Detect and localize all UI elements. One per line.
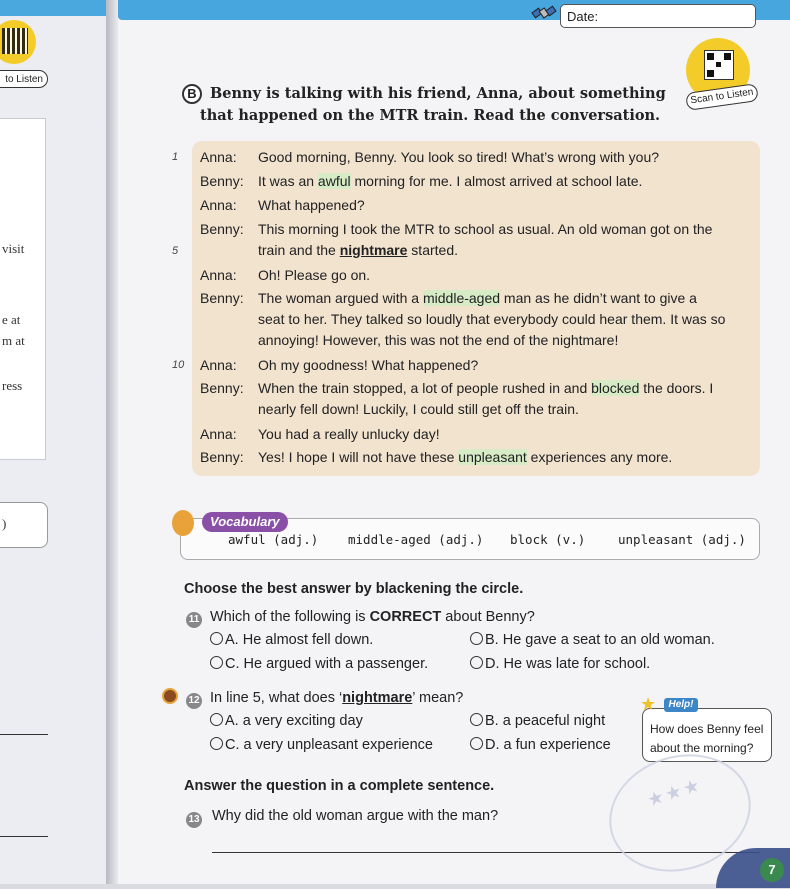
sentence-heading: Answer the question in a complete sentence. — [184, 778, 495, 794]
q12-option-a[interactable]: A. a very exciting day — [210, 713, 363, 729]
underlined-word: nightmare — [339, 242, 408, 258]
qr-code-icon — [2, 28, 28, 54]
vocab-word: block (v.) — [510, 532, 586, 547]
vocab-highlight: blocked — [591, 380, 640, 396]
answer-circle[interactable] — [210, 632, 223, 645]
section-letter: B — [182, 84, 202, 104]
dialogue-line — [258, 357, 478, 373]
question-13-text: Why did the old woman argue with the man? — [212, 808, 499, 824]
help-text: How does Benny feel about the morning? — [650, 722, 764, 755]
line-number: 10 — [172, 359, 185, 371]
dialogue-line — [258, 149, 659, 165]
dialogue-text: annoying! However, this was not the end of the nightmare! — [258, 332, 619, 348]
speaker-label: Benny: — [200, 221, 244, 237]
vocab-word: awful (adj.) — [228, 532, 319, 547]
dialogue-text: nearly fell down! Luckily, I could still get off the train. — [258, 401, 579, 417]
answer-circle[interactable] — [210, 656, 223, 669]
dialogue-text: What happened? — [258, 197, 365, 213]
q12-option-c[interactable]: C. a very unpleasant experience — [210, 737, 433, 753]
bug-icon — [172, 510, 194, 536]
dialogue-line — [258, 290, 697, 306]
q11-option-b[interactable]: B. He gave a seat to an old woman. — [470, 632, 715, 648]
answer-circle[interactable] — [470, 737, 483, 750]
qr-code-icon — [704, 50, 734, 80]
dialogue-line — [258, 332, 618, 348]
watermark-stamp: ★ ★ ★ — [594, 737, 766, 889]
dialogue-line — [258, 311, 725, 327]
dialogue-text: the doors. I — [639, 380, 714, 396]
vocabulary-title: Vocabulary — [202, 512, 288, 532]
left-card — [0, 118, 46, 460]
speaker-label: Anna: — [200, 149, 237, 165]
line-number: 5 — [172, 245, 179, 257]
answer-circle[interactable] — [470, 713, 483, 726]
question-number: 12 — [186, 693, 202, 709]
left-bracket-box — [0, 502, 48, 548]
star-icon: ★ — [640, 694, 657, 714]
left-fragment: ress — [2, 378, 23, 393]
q11-option-c[interactable]: C. He argued with a passenger. — [210, 656, 428, 672]
dialogue-text: The woman argued with a — [258, 290, 423, 306]
left-scan-label: to Listen — [0, 70, 48, 88]
dialogue-text: It was an — [258, 173, 318, 189]
dialogue-text: This morning I took the MTR to school as usual. An old woman got on the — [258, 221, 713, 237]
question-11-text: Which of the following is CORRECT about Benny? — [210, 609, 535, 625]
instruction-line: that happened on the MTR train. Read the conversation. — [200, 107, 661, 124]
left-top-band — [0, 0, 112, 16]
left-qr-badge — [0, 20, 36, 64]
speaker-label: Anna: — [200, 357, 237, 373]
dialogue-text: seat to her. They talked so loudly that everybody could hear them. It was so — [258, 311, 726, 327]
dialogue-line — [258, 380, 713, 396]
q12-option-b[interactable]: B. a peaceful night — [470, 713, 605, 729]
speaker-label: Anna: — [200, 426, 237, 442]
conversation-panel — [172, 141, 760, 476]
vocab-highlight: unpleasant — [458, 449, 527, 465]
q12-option-d[interactable]: D. a fun experience — [470, 737, 611, 753]
dialogue-line — [258, 449, 672, 465]
dialogue-line — [258, 267, 370, 283]
dialogue-line — [258, 401, 579, 417]
left-fragment: ) — [2, 516, 7, 531]
vocab-highlight: middle-aged — [422, 290, 501, 306]
dialogue-text: experiences any more. — [526, 449, 673, 465]
date-field[interactable] — [560, 4, 756, 28]
section-instruction — [200, 83, 680, 127]
dialogue-text: Good morning, Benny. You look so tired! What’s wrong with you? — [258, 149, 660, 165]
answer-circle[interactable] — [210, 713, 223, 726]
answer-circle[interactable] — [210, 737, 223, 750]
left-fragment: e at — [2, 312, 21, 327]
left-answer-line — [0, 836, 48, 837]
left-fragment: m at — [2, 333, 25, 348]
q11-option-a[interactable]: A. He almost fell down. — [210, 632, 373, 648]
dialogue-line — [258, 197, 365, 213]
dialogue-line — [258, 173, 642, 189]
dialogue-text: morning for me. I almost arrived at school late. — [350, 173, 643, 189]
scan-to-listen-label: Scan to Listen — [685, 83, 759, 111]
speaker-label: Anna: — [200, 197, 237, 213]
speaker-label: Benny: — [200, 449, 244, 465]
vocab-highlight: awful — [317, 173, 351, 189]
dialogue-text: man as he didn’t want to give a — [500, 290, 697, 306]
left-page — [0, 0, 112, 884]
dialogue-line — [258, 426, 440, 442]
speaker-label: Anna: — [200, 267, 237, 283]
dialogue-text: Yes! I hope I will not have these — [258, 449, 459, 465]
left-answer-line — [0, 734, 48, 735]
question-number: 11 — [186, 612, 202, 628]
question-number: 13 — [186, 812, 202, 828]
answer-circle[interactable] — [470, 632, 483, 645]
dialogue-text: train and the — [258, 242, 340, 258]
speaker-label: Benny: — [200, 290, 244, 306]
right-page — [118, 0, 790, 884]
q11-option-d[interactable]: D. He was late for school. — [470, 656, 650, 672]
vocab-word: unpleasant (adj.) — [618, 532, 746, 547]
satellite-icon — [530, 0, 558, 28]
question-12-text: In line 5, what does ‘nightmare’ mean? — [210, 690, 464, 706]
vocab-word: middle-aged (adj.) — [348, 532, 484, 547]
dialogue-text: Oh! Please go on. — [258, 267, 371, 283]
page-number: 7 — [760, 858, 784, 882]
dialogue-line — [258, 242, 458, 258]
speaker-label: Benny: — [200, 380, 244, 396]
dialogue-text: When the train stopped, a lot of people rushed in and — [258, 380, 592, 396]
dialogue-text: started. — [407, 242, 459, 258]
left-fragment: visit — [2, 241, 25, 256]
mc-heading: Choose the best answer by blackening the circle. — [184, 581, 524, 597]
answer-circle[interactable] — [470, 656, 483, 669]
line-number: 1 — [172, 151, 179, 163]
dialogue-line — [258, 221, 712, 237]
challenge-icon — [162, 688, 178, 704]
dialogue-text: Oh my goodness! What happened? — [258, 357, 479, 373]
date-label: Date: — [567, 9, 599, 24]
dialogue-text: You had a really unlucky day! — [258, 426, 440, 442]
speaker-label: Benny: — [200, 173, 244, 189]
help-tag: Help! — [664, 698, 698, 712]
instruction-line: Benny is talking with his friend, Anna, about something — [210, 85, 666, 102]
